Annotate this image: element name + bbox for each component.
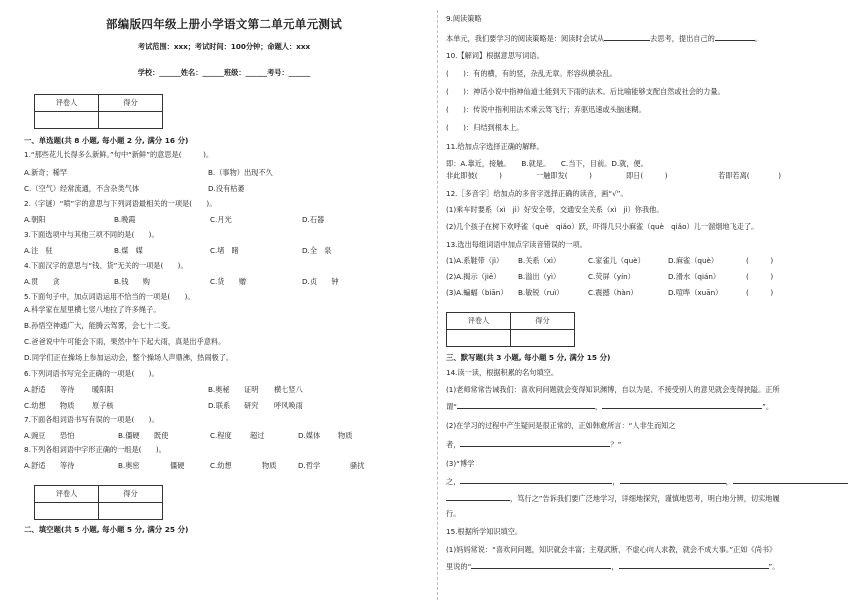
q10-item-1: ( )：有的横，有的竖，杂乱无章。形容纵横杂乱。 xyxy=(446,69,617,78)
q14-p1: (1)老师常常告诫我们：喜欢问问题就会变得知识渊博，自以为是、不接受别人的意见就会变得狭隘。正所 xyxy=(446,385,780,394)
q9-blank-1[interactable] xyxy=(604,33,650,41)
q11-title: 11.给加点字选择正确的解释。 xyxy=(446,142,544,151)
q4-option-c[interactable]: C.货 赠 xyxy=(210,277,247,286)
q7-b-word1[interactable]: B.僵硬 xyxy=(118,431,140,440)
q15-p1-lead: 里说的“ xyxy=(446,562,472,571)
q1-option-a[interactable]: A.新奇；稀罕 xyxy=(24,168,68,177)
q6-d-word3: 呼风唤雨 xyxy=(274,401,303,410)
q14-p3-fill: 之， ， ， xyxy=(446,476,848,487)
q8-options xyxy=(24,461,424,471)
score-box-reviewer-label: 评卷人 xyxy=(35,95,99,112)
q13-r1-c[interactable]: C.家雀儿（què） xyxy=(588,256,645,265)
q8-stem: 8.下列各组词语中字形正确的一组是( )。 xyxy=(24,445,166,454)
left-column xyxy=(24,12,424,535)
q5-option-b[interactable]: B.孙悟空神通广大，能腾云驾雾，会七十二变。 xyxy=(24,321,175,330)
q9-text xyxy=(446,33,848,44)
q14-p2-lead: 者， xyxy=(446,440,461,449)
q4-option-b[interactable]: B.钱 购 xyxy=(114,277,150,286)
q14-blank-1[interactable] xyxy=(457,401,595,409)
q11-item-1[interactable]: 非此即彼( ) xyxy=(446,171,502,180)
q2-option-d[interactable]: D.石器 xyxy=(302,215,325,224)
score-box-score-cell[interactable] xyxy=(99,112,163,129)
exam-info: 考试范围：xxx；考试时间：100分钟；命题人：xxx xyxy=(137,42,311,51)
q14-blank-7[interactable] xyxy=(446,493,510,501)
q12-title: 12.［多音字］给加点的多音字选择正确的读音，画“√”。 xyxy=(446,189,628,198)
q1-option-c[interactable]: C.（空气）经常流通，不含杂类气体 xyxy=(24,184,140,193)
q5-stem: 5.下面句子中，加点词语运用不恰当的一项是( )。 xyxy=(24,292,195,301)
q15-title: 15.根据所学知识填空。 xyxy=(446,527,523,536)
score-box xyxy=(34,94,163,129)
q10-item-4: ( )：归结到根本上。 xyxy=(446,123,524,132)
q2-stem: 2.（字谜）“喷”字的意思与下列词语最相关的一项是( )。 xyxy=(24,199,217,208)
q8-a-word1[interactable]: A.舒适 xyxy=(24,461,46,470)
q7-a-word1[interactable]: A.豌豆 xyxy=(24,431,46,440)
section3-title: 三、默写题(共 3 小题, 每小题 5 分, 满分 15 分) xyxy=(446,353,611,362)
q6-b-word3: 横七竖八 xyxy=(274,385,303,394)
q6-c-word1[interactable]: C.幼想 xyxy=(24,401,46,410)
q13-r3-c[interactable]: C.震撼（hàn） xyxy=(588,288,638,297)
q13-r2-a[interactable]: (2)A.揭示（jiē） xyxy=(446,272,501,281)
q4-options xyxy=(24,277,424,287)
q7-c-word1[interactable]: C.程度 xyxy=(210,431,232,440)
q13-r1-d[interactable]: D.麻雀（què） xyxy=(668,256,719,265)
q13-r1-answer[interactable]: ( ) xyxy=(746,256,774,265)
q5-option-d[interactable]: D.同学们正在操场上参加运动会，整个操场人声鼎沸，热闹极了。 xyxy=(24,353,234,362)
q13-row-2 xyxy=(446,272,848,282)
q11-item-3[interactable]: 即日( ) xyxy=(626,171,668,180)
score-box-2 xyxy=(34,485,163,520)
q6-a-word2: 等待 xyxy=(60,385,75,394)
q6-a-word3: 暖阳阳 xyxy=(92,385,114,394)
score-box-2-reviewer-label: 评卷人 xyxy=(35,486,99,503)
q1-options-row2 xyxy=(24,184,424,194)
q2-options xyxy=(24,215,424,225)
q6-stem: 6.下列词语书写完全正确的一项是( )。 xyxy=(24,369,159,378)
q10-item-2: ( )：神话小说中指神仙道士能到天下雨的法术。后比喻能够支配自然或社会的力量。 xyxy=(446,87,725,96)
score-box-3-score-label: 得分 xyxy=(511,313,575,330)
q6-options xyxy=(24,385,424,395)
score-box-3-reviewer-label: 评卷人 xyxy=(447,313,511,330)
score-box-3-score-cell[interactable] xyxy=(511,330,575,347)
q13-r2-d[interactable]: D.滑水（qián） xyxy=(668,272,721,281)
q12-line-2[interactable]: (2)几个孩子在树下欢呼雀（què qiǎo）跃，吓得几只小麻雀（què qiǎo）儿一溜烟地飞走了。 xyxy=(446,222,759,231)
q15-p1: (1)妈妈常说：“喜欢问问题，知识就会丰富；主观武断，不虚心向人求教，就会不成大事。”正如《尚书》 xyxy=(446,545,777,554)
q13-r1-a[interactable]: (1)A.系鞋带（jì） xyxy=(446,256,504,265)
q9-text-a: 本单元，我们要学习的阅读策略是：阅读时会试从 xyxy=(446,34,605,43)
section1-title: 一、单选题(共 8 小题, 每小题 2 分, 满分 16 分) xyxy=(24,136,189,145)
q10-title: 10.【解词】根据意思写词语。 xyxy=(446,51,544,60)
q13-r2-answer[interactable]: ( ) xyxy=(746,272,774,281)
q14-p2: (2)在学习的过程中产生疑问是很正常的，正如韩愈所言：“人非生而知之 xyxy=(446,421,676,430)
q13-r1-b[interactable]: B.关系（xì） xyxy=(518,256,561,265)
q1-option-b[interactable]: B.（事物）出现不久 xyxy=(208,168,273,177)
q6-b-word2: 证明 xyxy=(244,385,259,394)
q13-row-3 xyxy=(446,288,848,298)
q10-item-3: ( )：传说中指利用法术乘云驾飞行；弃驱迅速或头脑迷糊。 xyxy=(446,105,646,114)
q3-option-d[interactable]: D.全 泉 xyxy=(302,246,332,255)
q7-c-word2: 超过 xyxy=(250,431,265,440)
q13-r3-d[interactable]: D.喧哗（xuān） xyxy=(668,288,723,297)
q6-a-word1[interactable]: A.舒适 xyxy=(24,385,46,394)
q14-blank-2[interactable] xyxy=(602,401,762,409)
q14-blank-4[interactable] xyxy=(460,476,612,484)
score-box-2-reviewer-cell[interactable] xyxy=(35,503,99,520)
q8-c-word1[interactable]: C.幼想 xyxy=(210,461,232,470)
score-box-reviewer-cell[interactable] xyxy=(35,112,99,129)
q7-b-word2: 既使 xyxy=(154,431,169,440)
q9-text-c: 。 xyxy=(754,34,763,43)
q3-option-a[interactable]: A.注 驻 xyxy=(24,246,53,255)
score-box-3-reviewer-cell[interactable] xyxy=(447,330,511,347)
q13-title: 13.选出每组词语中加点字读音错误的一项。 xyxy=(446,240,587,249)
q8-a-word2: 等待 xyxy=(60,461,75,470)
score-box-3 xyxy=(446,312,575,347)
section2-title: 二、填空题(共 5 小题, 每小题 5 分, 满分 25 分) xyxy=(24,525,189,534)
score-box-score-label: 得分 xyxy=(99,95,163,112)
q14-p3-rest: ，笃行之”告诉我们要广泛地学习，详细地探究，谨慎地思考，明白地分辨，切实地履 xyxy=(510,494,780,503)
q2-option-c[interactable]: C.月光 xyxy=(210,215,232,224)
student-info-line: 学校：______姓名：______班级：______考号：______ xyxy=(137,68,311,77)
q3-options xyxy=(24,246,424,256)
q4-stem: 4.下面汉字的意思与“钱、货”无关的一项是( )。 xyxy=(24,261,188,270)
score-box-2-score-cell[interactable] xyxy=(99,503,163,520)
q1-stem: 1.“那些花儿长得多么新鲜。”句中“新鲜”的意思是( )。 xyxy=(24,150,214,159)
q8-c-word2: 物质 xyxy=(262,461,277,470)
q14-p1-fill: 谓“ ， ”。 xyxy=(446,402,774,411)
q8-b-word2: 僵硬 xyxy=(170,461,185,470)
score-box-2-score-label: 得分 xyxy=(99,486,163,503)
q14-blank-6[interactable] xyxy=(733,476,848,484)
q8-d-word1[interactable]: D.哲学 xyxy=(298,461,321,470)
q6-c-word2: 物质 xyxy=(60,401,75,410)
q14-p3-lead: 之， xyxy=(446,477,461,486)
q15-p1-fill: 里说的“ ， ”。 xyxy=(446,562,780,571)
q14-p3-end: 行。 xyxy=(446,509,461,518)
q6-c-word3: 原子核 xyxy=(92,401,114,410)
q9-blank-2[interactable] xyxy=(715,33,755,41)
q4-option-d[interactable]: D.贞 钟 xyxy=(302,277,339,286)
q14-blank-3[interactable] xyxy=(460,439,610,447)
q11-definitions: 即：A.靠近，接触。 B.就是。 C.当下，目前。D.就，便。 xyxy=(446,159,648,168)
q9-title: 9.阅读策略 xyxy=(446,14,482,23)
q8-d-word2: 骚扰 xyxy=(350,461,365,470)
q11-items xyxy=(446,171,848,181)
q13-r2-c[interactable]: C.荧屏（yín） xyxy=(588,272,635,281)
q11-item-2[interactable]: 一触即发( ) xyxy=(536,171,592,180)
q14-p3-cont xyxy=(446,493,848,504)
q11-item-4[interactable]: 若即若离( ) xyxy=(718,171,782,180)
q5-option-a[interactable]: A.科学家在屋里横七竖八地拉了许多绳子。 xyxy=(24,305,161,314)
q3-option-b[interactable]: B.煤 媒 xyxy=(114,246,143,255)
q1-options-row1 xyxy=(24,168,424,178)
q7-d-word1[interactable]: D.媒体 xyxy=(298,431,321,440)
q13-r2-b[interactable]: B.溢出（yì） xyxy=(518,272,561,281)
q13-r3-answer[interactable]: ( ) xyxy=(746,288,774,297)
right-column xyxy=(446,12,848,572)
column-divider xyxy=(437,10,438,600)
q5-option-c[interactable]: C.爸爸说中午可能会下雨，果然中午下起大雨，真是出乎意料。 xyxy=(24,337,226,346)
q13-row-1 xyxy=(446,256,848,266)
q8-b-word1[interactable]: B.奥密 xyxy=(118,461,140,470)
q6-options-row2 xyxy=(24,401,424,411)
q14-title: 14.读一读，根据积累的名句填空。 xyxy=(446,368,559,377)
q2-option-b[interactable]: B.晚霞 xyxy=(114,215,136,224)
q7-stem: 7.下面各组词语书写有误的一项是( )。 xyxy=(24,415,159,424)
q14-p2-fill: 者， ？” xyxy=(446,440,622,449)
q14-blank-5[interactable] xyxy=(620,476,726,484)
q15-blank-1[interactable] xyxy=(471,561,611,569)
exam-title: 部编版四年级上册小学语文第二单元单元测试 xyxy=(106,17,342,31)
q2-option-a[interactable]: A.朝阳 xyxy=(24,215,46,224)
q6-d-word1[interactable]: D.联系 xyxy=(208,401,231,410)
q13-r3-a[interactable]: (3)A.蝙蝠（biān） xyxy=(446,288,508,297)
q14-p1-lead: 谓“ xyxy=(446,402,457,411)
q4-option-a[interactable]: A.贯 贪 xyxy=(24,277,60,286)
q1-option-d[interactable]: D.没有枯萎 xyxy=(208,184,245,193)
q6-d-word2: 研究 xyxy=(244,401,259,410)
q7-a-word2: 恐怕 xyxy=(60,431,75,440)
q3-stem: 3.下面选项中与其他三项不同的是( )。 xyxy=(24,230,159,239)
q15-blank-2[interactable] xyxy=(619,561,769,569)
q3-option-c[interactable]: C.堵 睹 xyxy=(210,246,239,255)
q7-options xyxy=(24,431,424,441)
q6-b-word1[interactable]: B.奥秘 xyxy=(208,385,230,394)
q12-line-1[interactable]: (1)乘车时要系（xì jì）好安全带，交通安全关系（xì jì）你我他。 xyxy=(446,205,664,214)
q9-text-b: 去思考，提出自己的 xyxy=(650,34,715,43)
q13-r3-b[interactable]: B.敏锐（ruì） xyxy=(518,288,564,297)
q7-d-word2: 物质 xyxy=(338,431,353,440)
q14-p3: (3)“博学 xyxy=(446,459,475,468)
